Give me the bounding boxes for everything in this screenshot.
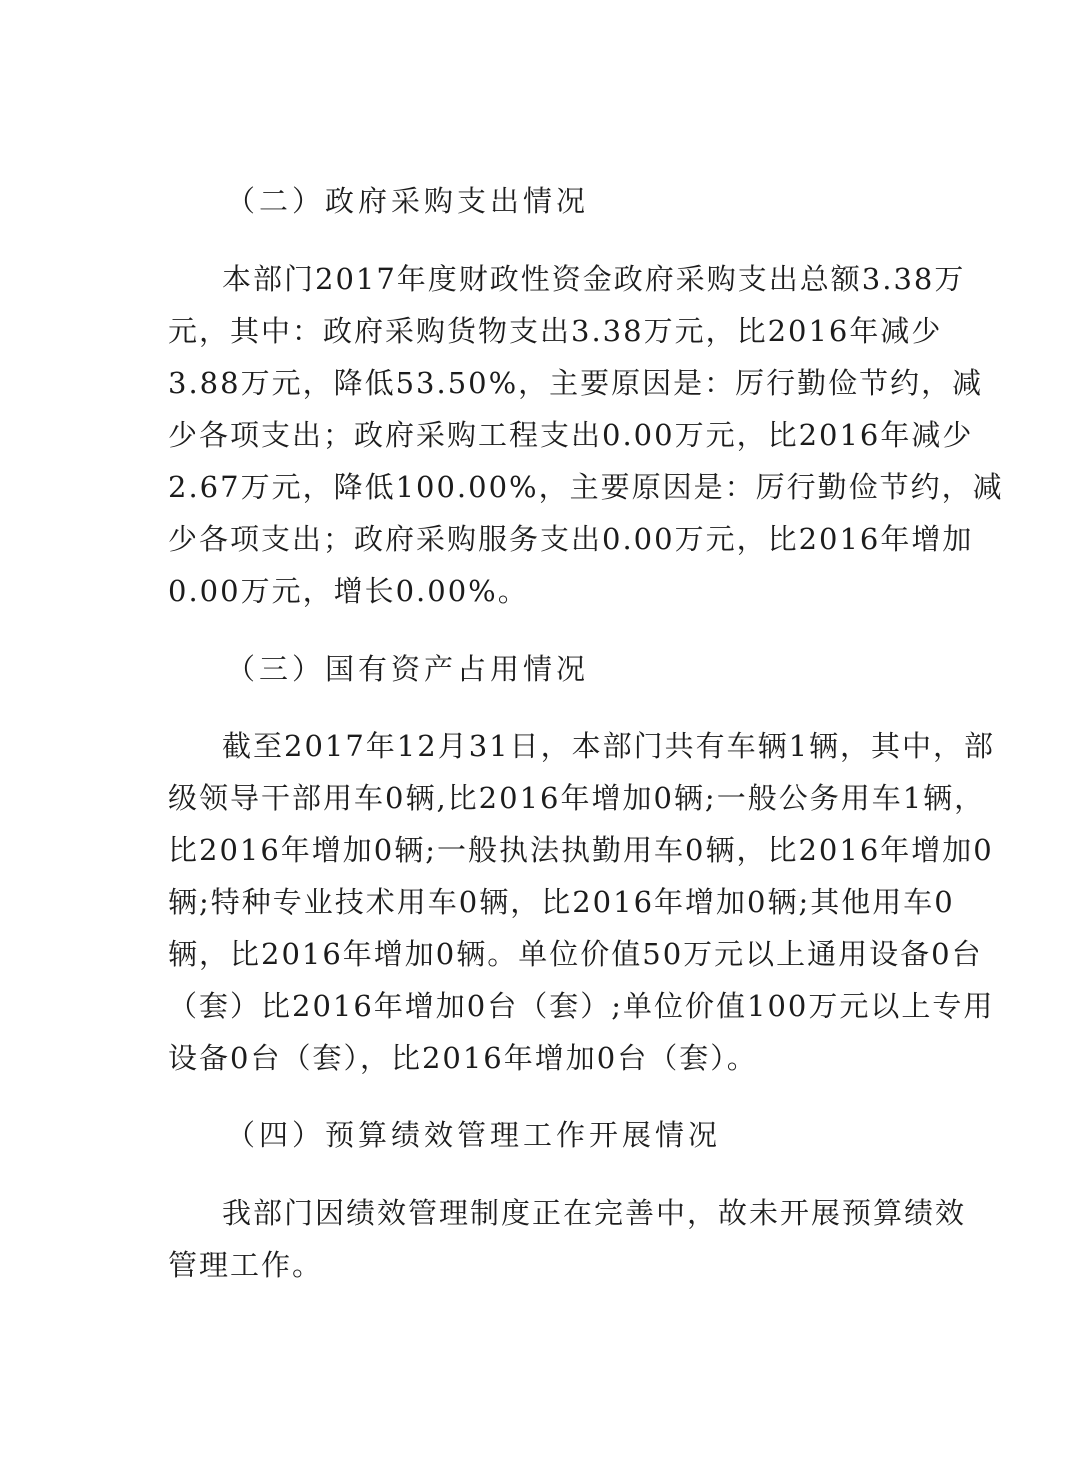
section-3-line-6: （套）比2016年增加0台（套）;单位价值100万元以上专用 — [168, 989, 995, 1023]
section-2-line-1: 本部门2017年度财政性资金政府采购支出总额3.38万 — [222, 262, 966, 296]
section-3-line-2: 级领导干部用车0辆,比2016年增加0辆;一般公务用车1辆， — [168, 781, 986, 815]
section-4-line-2: 管理工作。 — [168, 1248, 324, 1282]
section-3-line-7: 设备0台（套），比2016年增加0台（套）。 — [168, 1041, 758, 1075]
section-3-line-1: 截至2017年12月31日，本部门共有车辆1辆，其中，部 — [222, 729, 996, 763]
section-2-line-6: 少各项支出；政府采购服务支出0.00万元，比2016年增加 — [168, 522, 974, 556]
section-2-heading: （二）政府采购支出情况 — [226, 184, 590, 218]
section-2-line-2: 元，其中：政府采购货物支出3.38万元，比2016年减少 — [168, 314, 943, 348]
section-4-heading: （四）预算绩效管理工作开展情况 — [226, 1118, 722, 1152]
section-3-line-3: 比2016年增加0辆;一般执法执勤用车0辆，比2016年增加0 — [168, 833, 994, 867]
section-4-line-1: 我部门因绩效管理制度正在完善中，故未开展预算绩效 — [222, 1196, 967, 1230]
section-2-line-5: 2.67万元，降低100.00%，主要原因是：厉行勤俭节约，减 — [168, 470, 1004, 504]
section-3-line-5: 辆，比2016年增加0辆。单位价值50万元以上通用设备0台 — [168, 937, 983, 971]
section-3-line-4: 辆;特种专业技术用车0辆，比2016年增加0辆;其他用车0 — [168, 885, 955, 919]
section-2-line-4: 少各项支出；政府采购工程支出0.00万元，比2016年减少 — [168, 418, 974, 452]
section-3-heading: （三）国有资产占用情况 — [226, 652, 590, 686]
section-2-line-3: 3.88万元，降低53.50%，主要原因是：厉行勤俭节约，减 — [168, 366, 984, 400]
section-2-line-7: 0.00万元，增长0.00%。 — [168, 574, 529, 608]
